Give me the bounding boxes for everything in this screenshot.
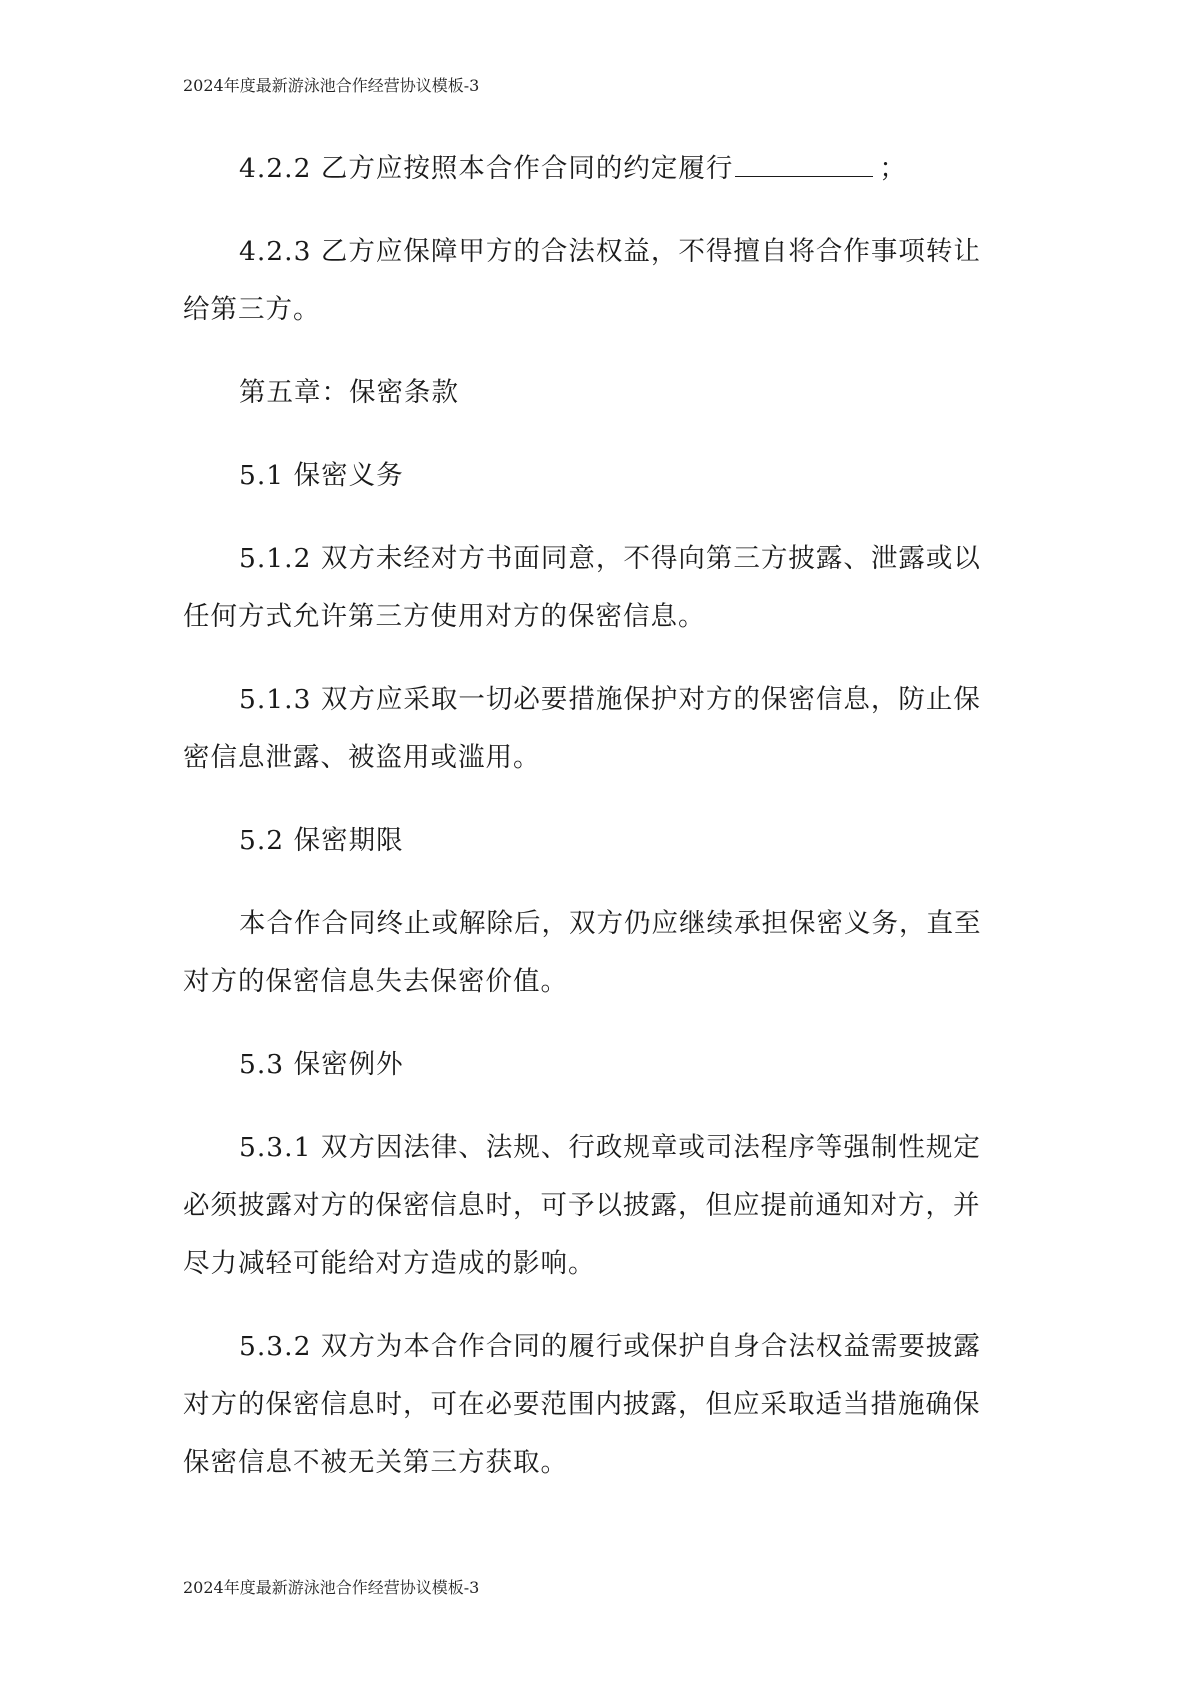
clause-5-3-2: 5.3.2 双方为本合作合同的履行或保护自身合法权益需要披露对方的保密信息时，可在必要范围内披露，但应采取适当措施确保保密信息不被无关第三方获取。	[183, 1331, 981, 1478]
clause-4-2-2-text: 4.2.2 乙方应按照本合作合同的约定履行	[239, 153, 734, 184]
running-header: 2024年度最新游泳池合作经营协议模板-3	[183, 76, 480, 95]
clause-5-1-3: 5.1.3 双方应采取一切必要措施保护对方的保密信息，防止保密信息泄露、被盗用或滥用。	[183, 684, 981, 773]
clause-5-2-body: 本合作合同终止或解除后，双方仍应继续承担保密义务，直至对方的保密信息失去保密价值。	[183, 908, 982, 997]
section-5-2-heading: 5.2 保密期限	[239, 825, 404, 856]
running-footer: 2024年度最新游泳池合作经营协议模板-3	[183, 1578, 480, 1597]
clause-4-2-2-end: ；	[879, 153, 907, 184]
clause-5-3-1: 5.3.1 双方因法律、法规、行政规章或司法程序等强制性规定必须披露对方的保密信息时，可予以披露，但应提前通知对方，并尽力减轻可能给对方造成的影响。	[183, 1132, 981, 1279]
clause-5-1-2: 5.1.2 双方未经对方书面同意，不得向第三方披露、泄露或以任何方式允许第三方使用对方的保密信息。	[183, 543, 981, 632]
section-5-1-heading: 5.1 保密义务	[239, 460, 404, 491]
section-5-3-heading: 5.3 保密例外	[239, 1049, 404, 1080]
document-body	[183, 140, 1003, 1517]
chapter-5-heading: 第五章：保密条款	[239, 377, 459, 408]
fill-in-blank	[735, 142, 873, 177]
clause-4-2-2	[183, 140, 1003, 198]
clause-4-2-3: 4.2.3 乙方应保障甲方的合法权益，不得擅自将合作事项转让给第三方。	[183, 236, 981, 325]
